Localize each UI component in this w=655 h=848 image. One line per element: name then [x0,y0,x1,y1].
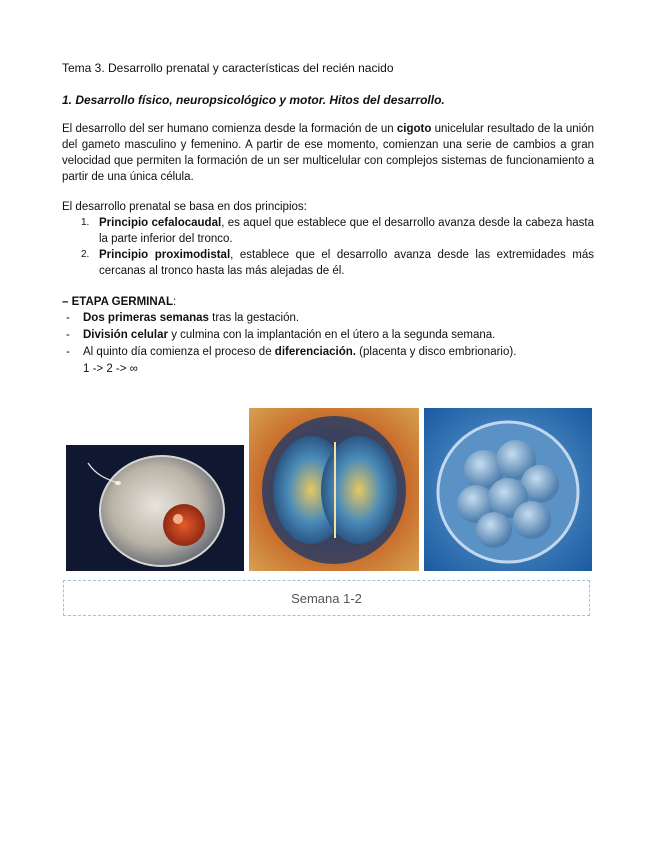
principles-list [62,215,594,279]
germinal-heading: – ETAPA GERMINAL: [62,296,177,308]
list-item: - División celular y culmina con la implantación en el útero a la segunda semana. [66,329,496,341]
two-cell-embryo-image [249,408,419,571]
morula-image [424,408,592,571]
section-heading: 1. Desarrollo físico, neuropsicológico y motor. Hitos del desarrollo. [62,93,445,107]
list-item: 1. Principio cefalocaudal, es aquel que establece que el desarrollo avanza desde la cabeza hasta la parte inferior del tronco. [81,217,594,245]
germinal-list [62,310,594,361]
cigoto-term: cigoto [396,123,432,135]
list-item: - Al quinto día comienza el proceso de diferenciación. (placenta y disco embrionario). [66,346,517,358]
principles-lead: El desarrollo prenatal se basa en dos principios: [62,201,307,213]
figure-caption: Semana 1-2 [63,580,590,616]
intro-paragraph: El desarrollo del ser humano comienza desde la formación de un cigoto unicelular resultado de la unión del gameto masculino y femenino. A partir de ese momento, comienzan una serie de cambios a gran velocidad que permiten la formación de un ser multicelular con complejos sistemas de funcionamiento a partir de una única célula. [62,123,595,183]
document-title: Tema 3. Desarrollo prenatal y características del recién nacido [62,61,394,75]
list-item: 2. Principio proximodistal, establece que el desarrollo avanza desde las extremidades más cercanas al tronco hasta las más alejadas de él. [81,249,594,277]
zygote-image [66,445,244,571]
cell-division-sequence: 1 -> 2 -> ∞ [83,363,138,375]
list-item: - Dos primeras semanas tras la gestación. [66,312,300,324]
